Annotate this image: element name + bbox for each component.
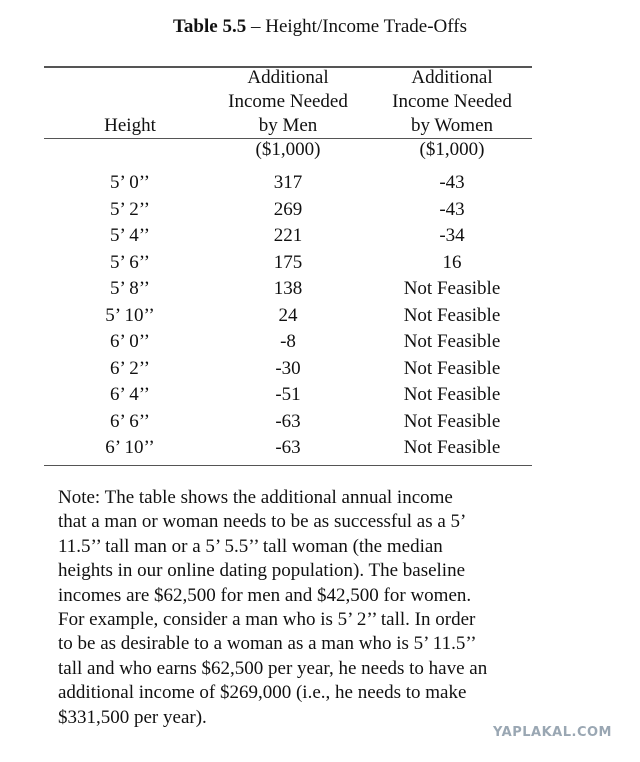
table-row <box>44 252 532 279</box>
table-row <box>44 358 532 385</box>
cell-women: Not Feasible <box>403 410 501 432</box>
note-line: $331,500 per year). <box>58 706 207 728</box>
table-row <box>44 225 532 252</box>
cell-men: -63 <box>275 437 301 458</box>
cell-women: Not Feasible <box>403 278 501 299</box>
cell-men: -30 <box>275 357 301 379</box>
cell-height: 5’ 2’’ <box>110 198 150 220</box>
table-row <box>44 437 532 464</box>
cell-height: 5’ 0’’ <box>110 172 150 193</box>
note-line: 11.5’’ tall man or a 5’ 5.5’’ tall woman (the median <box>58 535 443 557</box>
table-row <box>44 172 532 199</box>
cell-height: 6’ 2’’ <box>110 357 150 379</box>
note-line: tall and who earns $62,500 per year, he needs to have an <box>58 657 488 679</box>
table-row <box>44 384 532 411</box>
table-row <box>44 199 532 226</box>
note-line: incomes are $62,500 for men and $42,500 for women. <box>58 584 472 606</box>
cell-height: 5’ 8’’ <box>110 278 150 299</box>
cell-women: -43 <box>439 172 465 193</box>
cell-height: 5’ 6’’ <box>110 251 150 273</box>
cell-height: 5’ 10’’ <box>105 304 155 326</box>
cell-height: 6’ 4’’ <box>110 384 150 405</box>
cell-height: 6’ 6’’ <box>110 410 150 432</box>
cell-men: -8 <box>280 331 296 352</box>
cell-women: Not Feasible <box>403 331 501 352</box>
cell-men: 317 <box>273 172 303 193</box>
cell-women: Not Feasible <box>403 437 501 458</box>
cell-men: -63 <box>275 410 301 432</box>
note-line: that a man or woman needs to be as successful as a 5’ <box>58 511 467 533</box>
header-women-line: Additional <box>411 67 493 88</box>
table-body <box>44 172 532 464</box>
cell-men: 138 <box>273 278 303 299</box>
note-line: additional income of $269,000 (i.e., he needs to make <box>58 682 467 704</box>
header-men-line: Additional <box>247 67 329 88</box>
header-men-line: Income Needed <box>228 91 348 112</box>
table-row <box>44 331 532 358</box>
unit-men: ($1,000) <box>255 139 321 160</box>
table-row <box>44 305 532 332</box>
cell-height: 6’ 0’’ <box>110 331 150 352</box>
note-line: For example, consider a man who is 5’ 2’’ tall. In order <box>58 609 476 631</box>
header-women <box>372 66 532 138</box>
header-women-line: Income Needed <box>392 91 512 112</box>
cell-women: Not Feasible <box>403 304 501 326</box>
note-line: heights in our online dating population). The baseline <box>58 560 466 582</box>
cell-women: 16 <box>442 251 462 273</box>
table-note <box>58 486 528 730</box>
table-row <box>44 278 532 305</box>
cell-men: 221 <box>273 225 303 246</box>
header-men-line: by Men <box>258 115 318 136</box>
unit-women: ($1,000) <box>419 139 485 160</box>
note-line: to be as desirable to a woman as a man who is 5’ 11.5’’ <box>58 633 477 655</box>
cell-women: -34 <box>439 225 465 246</box>
cell-men: 24 <box>278 304 298 326</box>
cell-women: Not Feasible <box>403 357 501 379</box>
header-men <box>208 66 368 138</box>
note-line: Note: The table shows the additional annual income <box>58 487 453 508</box>
header-height: Height <box>104 115 156 136</box>
table-row <box>44 411 532 438</box>
cell-men: 175 <box>273 251 303 273</box>
table-title <box>0 16 640 38</box>
cell-men: -51 <box>275 384 301 405</box>
header-women-line: by Women <box>410 115 494 136</box>
table-number: Table 5.5 <box>173 16 247 37</box>
cell-men: 269 <box>273 198 303 220</box>
bottom-rule <box>44 465 532 466</box>
table-title-text: – Height/Income Trade-Offs <box>246 16 467 37</box>
cell-height: 5’ 4’’ <box>110 225 150 246</box>
cell-women: -43 <box>439 198 465 220</box>
cell-women: Not Feasible <box>403 384 501 405</box>
cell-height: 6’ 10’’ <box>105 437 155 458</box>
watermark: YAPLAKAL.COM <box>493 725 612 740</box>
